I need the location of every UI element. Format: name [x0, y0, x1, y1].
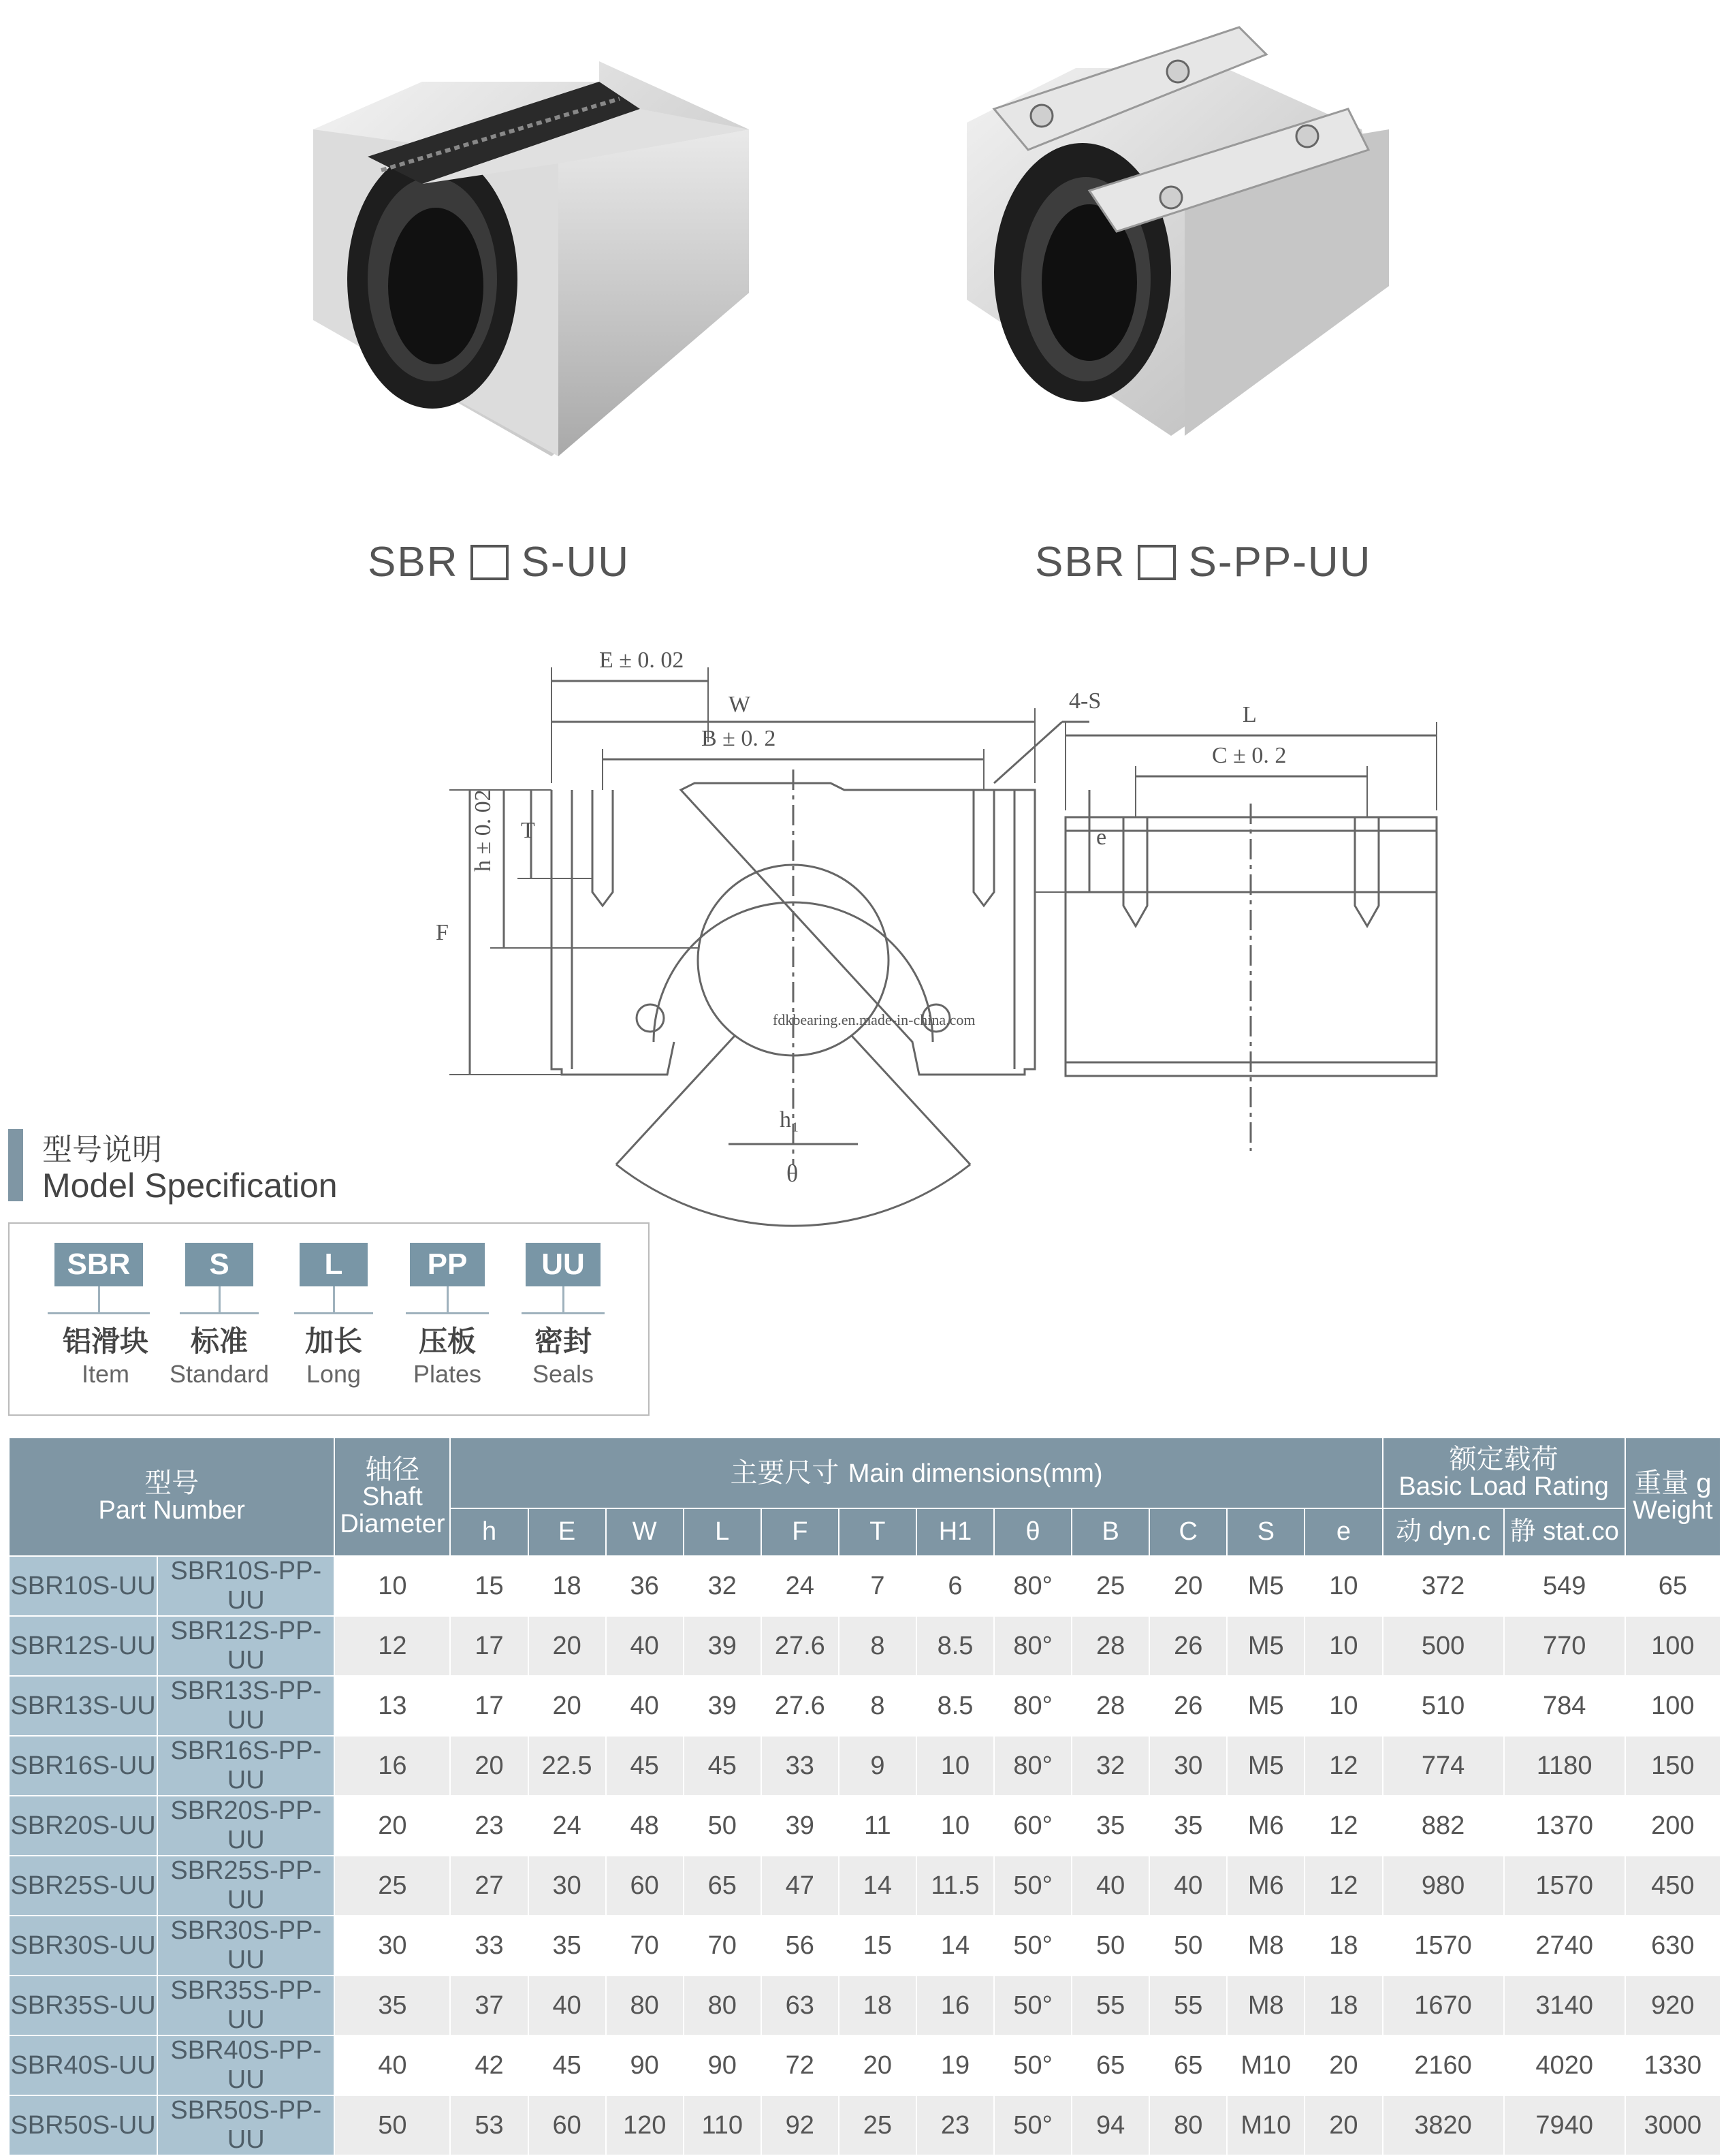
- caption-prefix: SBR: [368, 539, 459, 586]
- header-dim-4: F: [761, 1508, 839, 1556]
- table-cell: 12: [1305, 1856, 1382, 1916]
- code-s: S: [185, 1243, 253, 1286]
- table-cell: 100: [1625, 1676, 1721, 1736]
- table-cell: 980: [1383, 1856, 1504, 1916]
- header-dim-2: W: [606, 1508, 684, 1556]
- code-underline: [522, 1312, 605, 1314]
- table-cell: 150: [1625, 1736, 1721, 1796]
- model-spec-legend: [8, 1222, 650, 1416]
- table-cell: M5: [1227, 1556, 1305, 1616]
- table-cell: 12: [1305, 1736, 1382, 1796]
- table-cell: 50: [684, 1796, 761, 1856]
- header-dim-11: e: [1305, 1508, 1382, 1556]
- table-cell: 19: [916, 2035, 994, 2095]
- table-header-row-1: [9, 1438, 1721, 1508]
- part-number-cell: SBR35S-UU: [9, 1976, 157, 2035]
- header-weight-zh: 重量 g: [1634, 1468, 1712, 1499]
- table-cell: 50°: [994, 2035, 1072, 2095]
- table-cell: 14: [839, 1856, 916, 1916]
- table-cell: 26: [1149, 1676, 1227, 1736]
- part-number-cell: SBR30S-PP-UU: [157, 1916, 334, 1976]
- table-cell: 90: [606, 2035, 684, 2095]
- table-cell: 3000: [1625, 2095, 1721, 2155]
- header-part-number: [9, 1438, 334, 1556]
- table-cell: 14: [916, 1916, 994, 1976]
- table-cell: 65: [1072, 2035, 1149, 2095]
- table-cell: 28: [1072, 1616, 1149, 1676]
- caption-suffix: S-UU: [521, 539, 630, 586]
- table-cell: M5: [1227, 1676, 1305, 1736]
- code-underline: [406, 1312, 489, 1314]
- table-cell: 20: [1149, 1556, 1227, 1616]
- part-number-cell: SBR10S-PP-UU: [157, 1556, 334, 1616]
- table-cell: 1570: [1504, 1856, 1625, 1916]
- header-shaft: [334, 1438, 450, 1556]
- table-cell: 25: [334, 1856, 450, 1916]
- table-cell: 47: [761, 1856, 839, 1916]
- code-l-en: Long: [306, 1360, 362, 1388]
- table-cell: 36: [606, 1556, 684, 1616]
- watermark: fdkbearing.en.made-in-china.com: [773, 1011, 976, 1028]
- table-cell: 10: [916, 1736, 994, 1796]
- table-cell: 50°: [994, 1856, 1072, 1916]
- table-cell: 25: [1072, 1556, 1149, 1616]
- section-marker: [8, 1129, 23, 1201]
- dim-h1: h₁: [780, 1107, 799, 1132]
- table-cell: 10: [1305, 1676, 1382, 1736]
- table-cell: 1330: [1625, 2035, 1721, 2095]
- product-photo-uu: [286, 48, 763, 470]
- table-cell: 32: [1072, 1736, 1149, 1796]
- table-cell: 12: [334, 1616, 450, 1676]
- part-number-cell: SBR20S-UU: [9, 1796, 157, 1856]
- table-cell: 23: [450, 1796, 528, 1856]
- table-cell: 42: [450, 2035, 528, 2095]
- table-row: [9, 1856, 1721, 1916]
- part-number-cell: SBR13S-UU: [9, 1676, 157, 1736]
- header-dim-1: E: [528, 1508, 606, 1556]
- table-cell: 20: [528, 1616, 606, 1676]
- table-cell: 37: [450, 1976, 528, 2035]
- table-cell: M10: [1227, 2035, 1305, 2095]
- part-number-cell: SBR40S-UU: [9, 2035, 157, 2095]
- header-main-en: Main dimensions(mm): [848, 1459, 1103, 1488]
- table-cell: 80: [684, 1976, 761, 2035]
- table-cell: 20: [839, 2035, 916, 2095]
- table-cell: 920: [1625, 1976, 1721, 2035]
- table-cell: 50°: [994, 2095, 1072, 2155]
- table-cell: 55: [1149, 1976, 1227, 2035]
- table-cell: 20: [334, 1796, 450, 1856]
- table-cell: 40: [334, 2035, 450, 2095]
- table-cell: 30: [334, 1916, 450, 1976]
- part-number-cell: SBR13S-PP-UU: [157, 1676, 334, 1736]
- table-cell: 80: [1149, 2095, 1227, 2155]
- part-number-cell: SBR12S-UU: [9, 1616, 157, 1676]
- table-cell: M8: [1227, 1916, 1305, 1976]
- part-number-cell: SBR20S-PP-UU: [157, 1796, 334, 1856]
- table-cell: 1370: [1504, 1796, 1625, 1856]
- table-cell: 510: [1383, 1676, 1504, 1736]
- header-dim-10: S: [1227, 1508, 1305, 1556]
- table-cell: 4020: [1504, 2035, 1625, 2095]
- part-number-cell: SBR25S-UU: [9, 1856, 157, 1916]
- code-s-en: Standard: [169, 1360, 270, 1388]
- table-cell: 23: [916, 2095, 994, 2155]
- header-load-dynamic: 动 dyn.c: [1383, 1508, 1504, 1556]
- spec-table: [8, 1437, 1721, 2156]
- dim-e: E ± 0. 02: [599, 648, 684, 673]
- table-cell: 7940: [1504, 2095, 1625, 2155]
- caption-uu: [368, 538, 630, 586]
- table-cell: 1570: [1383, 1916, 1504, 1976]
- table-row: [9, 1796, 1721, 1856]
- table-cell: 7: [839, 1556, 916, 1616]
- code-sbr-en: Item: [81, 1360, 129, 1388]
- code-pp-zh: 压板: [418, 1325, 476, 1357]
- table-cell: 13: [334, 1676, 450, 1736]
- table-cell: 24: [528, 1796, 606, 1856]
- table-cell: 16: [334, 1736, 450, 1796]
- code-underline: [294, 1312, 373, 1314]
- table-cell: 8: [839, 1676, 916, 1736]
- code-underline: [48, 1312, 150, 1314]
- code-sbr: SBR: [54, 1243, 143, 1286]
- table-cell: 18: [839, 1976, 916, 2035]
- table-cell: 10: [334, 1556, 450, 1616]
- table-cell: 80°: [994, 1616, 1072, 1676]
- table-cell: 15: [450, 1556, 528, 1616]
- table-cell: 53: [450, 2095, 528, 2155]
- table-cell: 55: [1072, 1976, 1149, 2035]
- header-dim-7: θ: [994, 1508, 1072, 1556]
- table-row: [9, 1736, 1721, 1796]
- table-cell: 3140: [1504, 1976, 1625, 2035]
- table-cell: 35: [1072, 1796, 1149, 1856]
- code-tick: [219, 1286, 221, 1312]
- header-shaft-zh: 轴径: [365, 1455, 420, 1485]
- table-row: [9, 2095, 1721, 2155]
- table-cell: 80°: [994, 1676, 1072, 1736]
- table-cell: 20: [1305, 2035, 1382, 2095]
- dim-t: T: [521, 818, 535, 843]
- table-row: [9, 1976, 1721, 2035]
- table-cell: 80°: [994, 1736, 1072, 1796]
- header-dim-8: B: [1072, 1508, 1149, 1556]
- table-cell: 40: [606, 1616, 684, 1676]
- table-cell: 80°: [994, 1556, 1072, 1616]
- table-cell: 60: [606, 1856, 684, 1916]
- table-cell: 94: [1072, 2095, 1149, 2155]
- table-cell: 50: [1149, 1916, 1227, 1976]
- code-s-zh: 标准: [190, 1325, 248, 1357]
- dim-h: h ± 0. 02: [470, 789, 496, 872]
- table-cell: 80: [606, 1976, 684, 2035]
- table-cell: 27: [450, 1856, 528, 1916]
- table-cell: 33: [450, 1916, 528, 1976]
- table-cell: 45: [528, 2035, 606, 2095]
- table-cell: 72: [761, 2035, 839, 2095]
- table-cell: 774: [1383, 1736, 1504, 1796]
- part-number-cell: SBR50S-UU: [9, 2095, 157, 2155]
- dim-l: L: [1243, 702, 1257, 727]
- table-cell: 35: [334, 1976, 450, 2035]
- dim-c: C ± 0. 2: [1212, 743, 1287, 768]
- header-weight: [1625, 1438, 1721, 1556]
- table-cell: 50: [334, 2095, 450, 2155]
- table-row: [9, 1916, 1721, 1976]
- table-cell: 3820: [1383, 2095, 1504, 2155]
- model-spec-title-zh: 型号说明: [42, 1133, 162, 1167]
- part-number-cell: SBR50S-PP-UU: [157, 2095, 334, 2155]
- dim-b: B ± 0. 2: [701, 726, 776, 751]
- table-cell: 882: [1383, 1796, 1504, 1856]
- table-cell: 12: [1305, 1796, 1382, 1856]
- table-cell: 15: [839, 1916, 916, 1976]
- table-cell: M8: [1227, 1976, 1305, 2035]
- header-dim-3: L: [684, 1508, 761, 1556]
- table-cell: 28: [1072, 1676, 1149, 1736]
- code-l-zh: 加长: [304, 1325, 362, 1357]
- header-main-zh: 主要尺寸: [730, 1457, 839, 1488]
- technical-drawing: [409, 633, 1471, 1199]
- table-cell: 18: [1305, 1976, 1382, 2035]
- table-cell: 40: [528, 1976, 606, 2035]
- header-load-static: 静 stat.co: [1504, 1508, 1625, 1556]
- header-main-dimensions: [450, 1438, 1382, 1508]
- table-cell: 35: [528, 1916, 606, 1976]
- size-placeholder-box: [1138, 545, 1176, 580]
- product-photo-pp-uu: [953, 14, 1416, 449]
- table-cell: 65: [1625, 1556, 1721, 1616]
- code-tick: [562, 1286, 564, 1312]
- header-dim-6: H1: [916, 1508, 994, 1556]
- table-cell: 27.6: [761, 1676, 839, 1736]
- table-cell: 25: [839, 2095, 916, 2155]
- table-cell: 2160: [1383, 2035, 1504, 2095]
- size-placeholder-box: [470, 545, 509, 580]
- table-cell: 18: [1305, 1916, 1382, 1976]
- header-shaft-en2: Diameter: [340, 1510, 445, 1538]
- code-uu-en: Seals: [532, 1360, 594, 1388]
- table-cell: 90: [684, 2035, 761, 2095]
- table-cell: 70: [606, 1916, 684, 1976]
- table-cell: 22.5: [528, 1736, 606, 1796]
- code-tick: [447, 1286, 449, 1312]
- table-cell: M5: [1227, 1616, 1305, 1676]
- table-cell: 11.5: [916, 1856, 994, 1916]
- header-load-zh: 额定载荷: [1449, 1444, 1558, 1475]
- header-part-number-en: Part Number: [98, 1496, 245, 1525]
- table-cell: 20: [1305, 2095, 1382, 2155]
- header-dim-5: T: [839, 1508, 916, 1556]
- header-load-rating: [1383, 1438, 1625, 1508]
- table-cell: M6: [1227, 1856, 1305, 1916]
- table-body: [9, 1556, 1721, 2155]
- table-cell: 372: [1383, 1556, 1504, 1616]
- table-cell: 39: [761, 1796, 839, 1856]
- table-cell: 27.6: [761, 1616, 839, 1676]
- header-load-en: Basic Load Rating: [1398, 1472, 1609, 1502]
- part-number-cell: SBR30S-UU: [9, 1916, 157, 1976]
- table-cell: 6: [916, 1556, 994, 1616]
- table-cell: 17: [450, 1676, 528, 1736]
- part-number-cell: SBR16S-PP-UU: [157, 1736, 334, 1796]
- table-cell: 60: [528, 2095, 606, 2155]
- table-cell: 30: [1149, 1736, 1227, 1796]
- table-cell: 8.5: [916, 1616, 994, 1676]
- part-number-cell: SBR16S-UU: [9, 1736, 157, 1796]
- table-cell: 45: [606, 1736, 684, 1796]
- table-cell: 35: [1149, 1796, 1227, 1856]
- dim-e-small: e: [1096, 825, 1107, 850]
- table-cell: 11: [839, 1796, 916, 1856]
- table-cell: 50°: [994, 1916, 1072, 1976]
- code-uu: UU: [526, 1243, 601, 1286]
- table-cell: 10: [1305, 1556, 1382, 1616]
- table-cell: M6: [1227, 1796, 1305, 1856]
- part-number-cell: SBR40S-PP-UU: [157, 2035, 334, 2095]
- table-cell: 784: [1504, 1676, 1625, 1736]
- code-pp: PP: [410, 1243, 485, 1286]
- table-cell: 9: [839, 1736, 916, 1796]
- table-row: [9, 1616, 1721, 1676]
- table-cell: 500: [1383, 1616, 1504, 1676]
- table-cell: 60°: [994, 1796, 1072, 1856]
- table-cell: 100: [1625, 1616, 1721, 1676]
- table-cell: 63: [761, 1976, 839, 2035]
- table-cell: 120: [606, 2095, 684, 2155]
- table-cell: 40: [1149, 1856, 1227, 1916]
- table-cell: 200: [1625, 1796, 1721, 1856]
- table-cell: 770: [1504, 1616, 1625, 1676]
- table-cell: 1670: [1383, 1976, 1504, 2035]
- table-cell: 8: [839, 1616, 916, 1676]
- table-cell: 20: [528, 1676, 606, 1736]
- caption-pp-uu: [1035, 538, 1371, 586]
- table-cell: 50°: [994, 1976, 1072, 2035]
- header-dim-0: h: [450, 1508, 528, 1556]
- model-spec-title-en: Model Specification: [42, 1167, 338, 1205]
- table-cell: 39: [684, 1676, 761, 1736]
- code-tick: [333, 1286, 335, 1312]
- table-cell: 48: [606, 1796, 684, 1856]
- table-cell: 10: [1305, 1616, 1382, 1676]
- code-uu-zh: 密封: [534, 1325, 592, 1357]
- code-tick: [98, 1286, 100, 1312]
- table-cell: 50: [1072, 1916, 1149, 1976]
- table-cell: 32: [684, 1556, 761, 1616]
- table-cell: 18: [528, 1556, 606, 1616]
- table-cell: 10: [916, 1796, 994, 1856]
- table-cell: 40: [606, 1676, 684, 1736]
- table-row: [9, 2035, 1721, 2095]
- table-cell: 45: [684, 1736, 761, 1796]
- table-cell: M5: [1227, 1736, 1305, 1796]
- table-cell: M10: [1227, 2095, 1305, 2155]
- table-cell: 450: [1625, 1856, 1721, 1916]
- table-cell: 2740: [1504, 1916, 1625, 1976]
- table-row: [9, 1556, 1721, 1616]
- header-shaft-en1: Shaft: [362, 1483, 423, 1512]
- dim-w: W: [729, 692, 751, 717]
- table-cell: 17: [450, 1616, 528, 1676]
- code-l: L: [300, 1243, 368, 1286]
- header-part-number-zh: 型号: [144, 1468, 199, 1499]
- table-cell: 92: [761, 2095, 839, 2155]
- table-cell: 65: [684, 1856, 761, 1916]
- table-cell: 70: [684, 1916, 761, 1976]
- table-cell: 39: [684, 1616, 761, 1676]
- caption-prefix: SBR: [1035, 539, 1126, 586]
- table-cell: 20: [450, 1736, 528, 1796]
- part-number-cell: SBR12S-PP-UU: [157, 1616, 334, 1676]
- header-dim-9: C: [1149, 1508, 1227, 1556]
- table-cell: 26: [1149, 1616, 1227, 1676]
- table-cell: 549: [1504, 1556, 1625, 1616]
- table-cell: 8.5: [916, 1676, 994, 1736]
- table-cell: 33: [761, 1736, 839, 1796]
- dim-4s: 4-S: [1069, 688, 1102, 714]
- caption-suffix: S-PP-UU: [1188, 539, 1372, 586]
- table-cell: 56: [761, 1916, 839, 1976]
- table-cell: 30: [528, 1856, 606, 1916]
- part-number-cell: SBR35S-PP-UU: [157, 1976, 334, 2035]
- part-number-cell: SBR25S-PP-UU: [157, 1856, 334, 1916]
- part-number-cell: SBR10S-UU: [9, 1556, 157, 1616]
- table-cell: 40: [1072, 1856, 1149, 1916]
- table-cell: 16: [916, 1976, 994, 2035]
- table-cell: 630: [1625, 1916, 1721, 1976]
- table-cell: 1180: [1504, 1736, 1625, 1796]
- code-sbr-zh: 铝滑块: [62, 1325, 148, 1357]
- code-underline: [180, 1312, 259, 1314]
- dim-f: F: [436, 920, 449, 945]
- code-pp-en: Plates: [413, 1360, 482, 1388]
- table-cell: 24: [761, 1556, 839, 1616]
- dim-theta: θ: [786, 1160, 799, 1187]
- table-row: [9, 1676, 1721, 1736]
- table-cell: 65: [1149, 2035, 1227, 2095]
- header-weight-en: Weight: [1633, 1496, 1713, 1525]
- table-cell: 110: [684, 2095, 761, 2155]
